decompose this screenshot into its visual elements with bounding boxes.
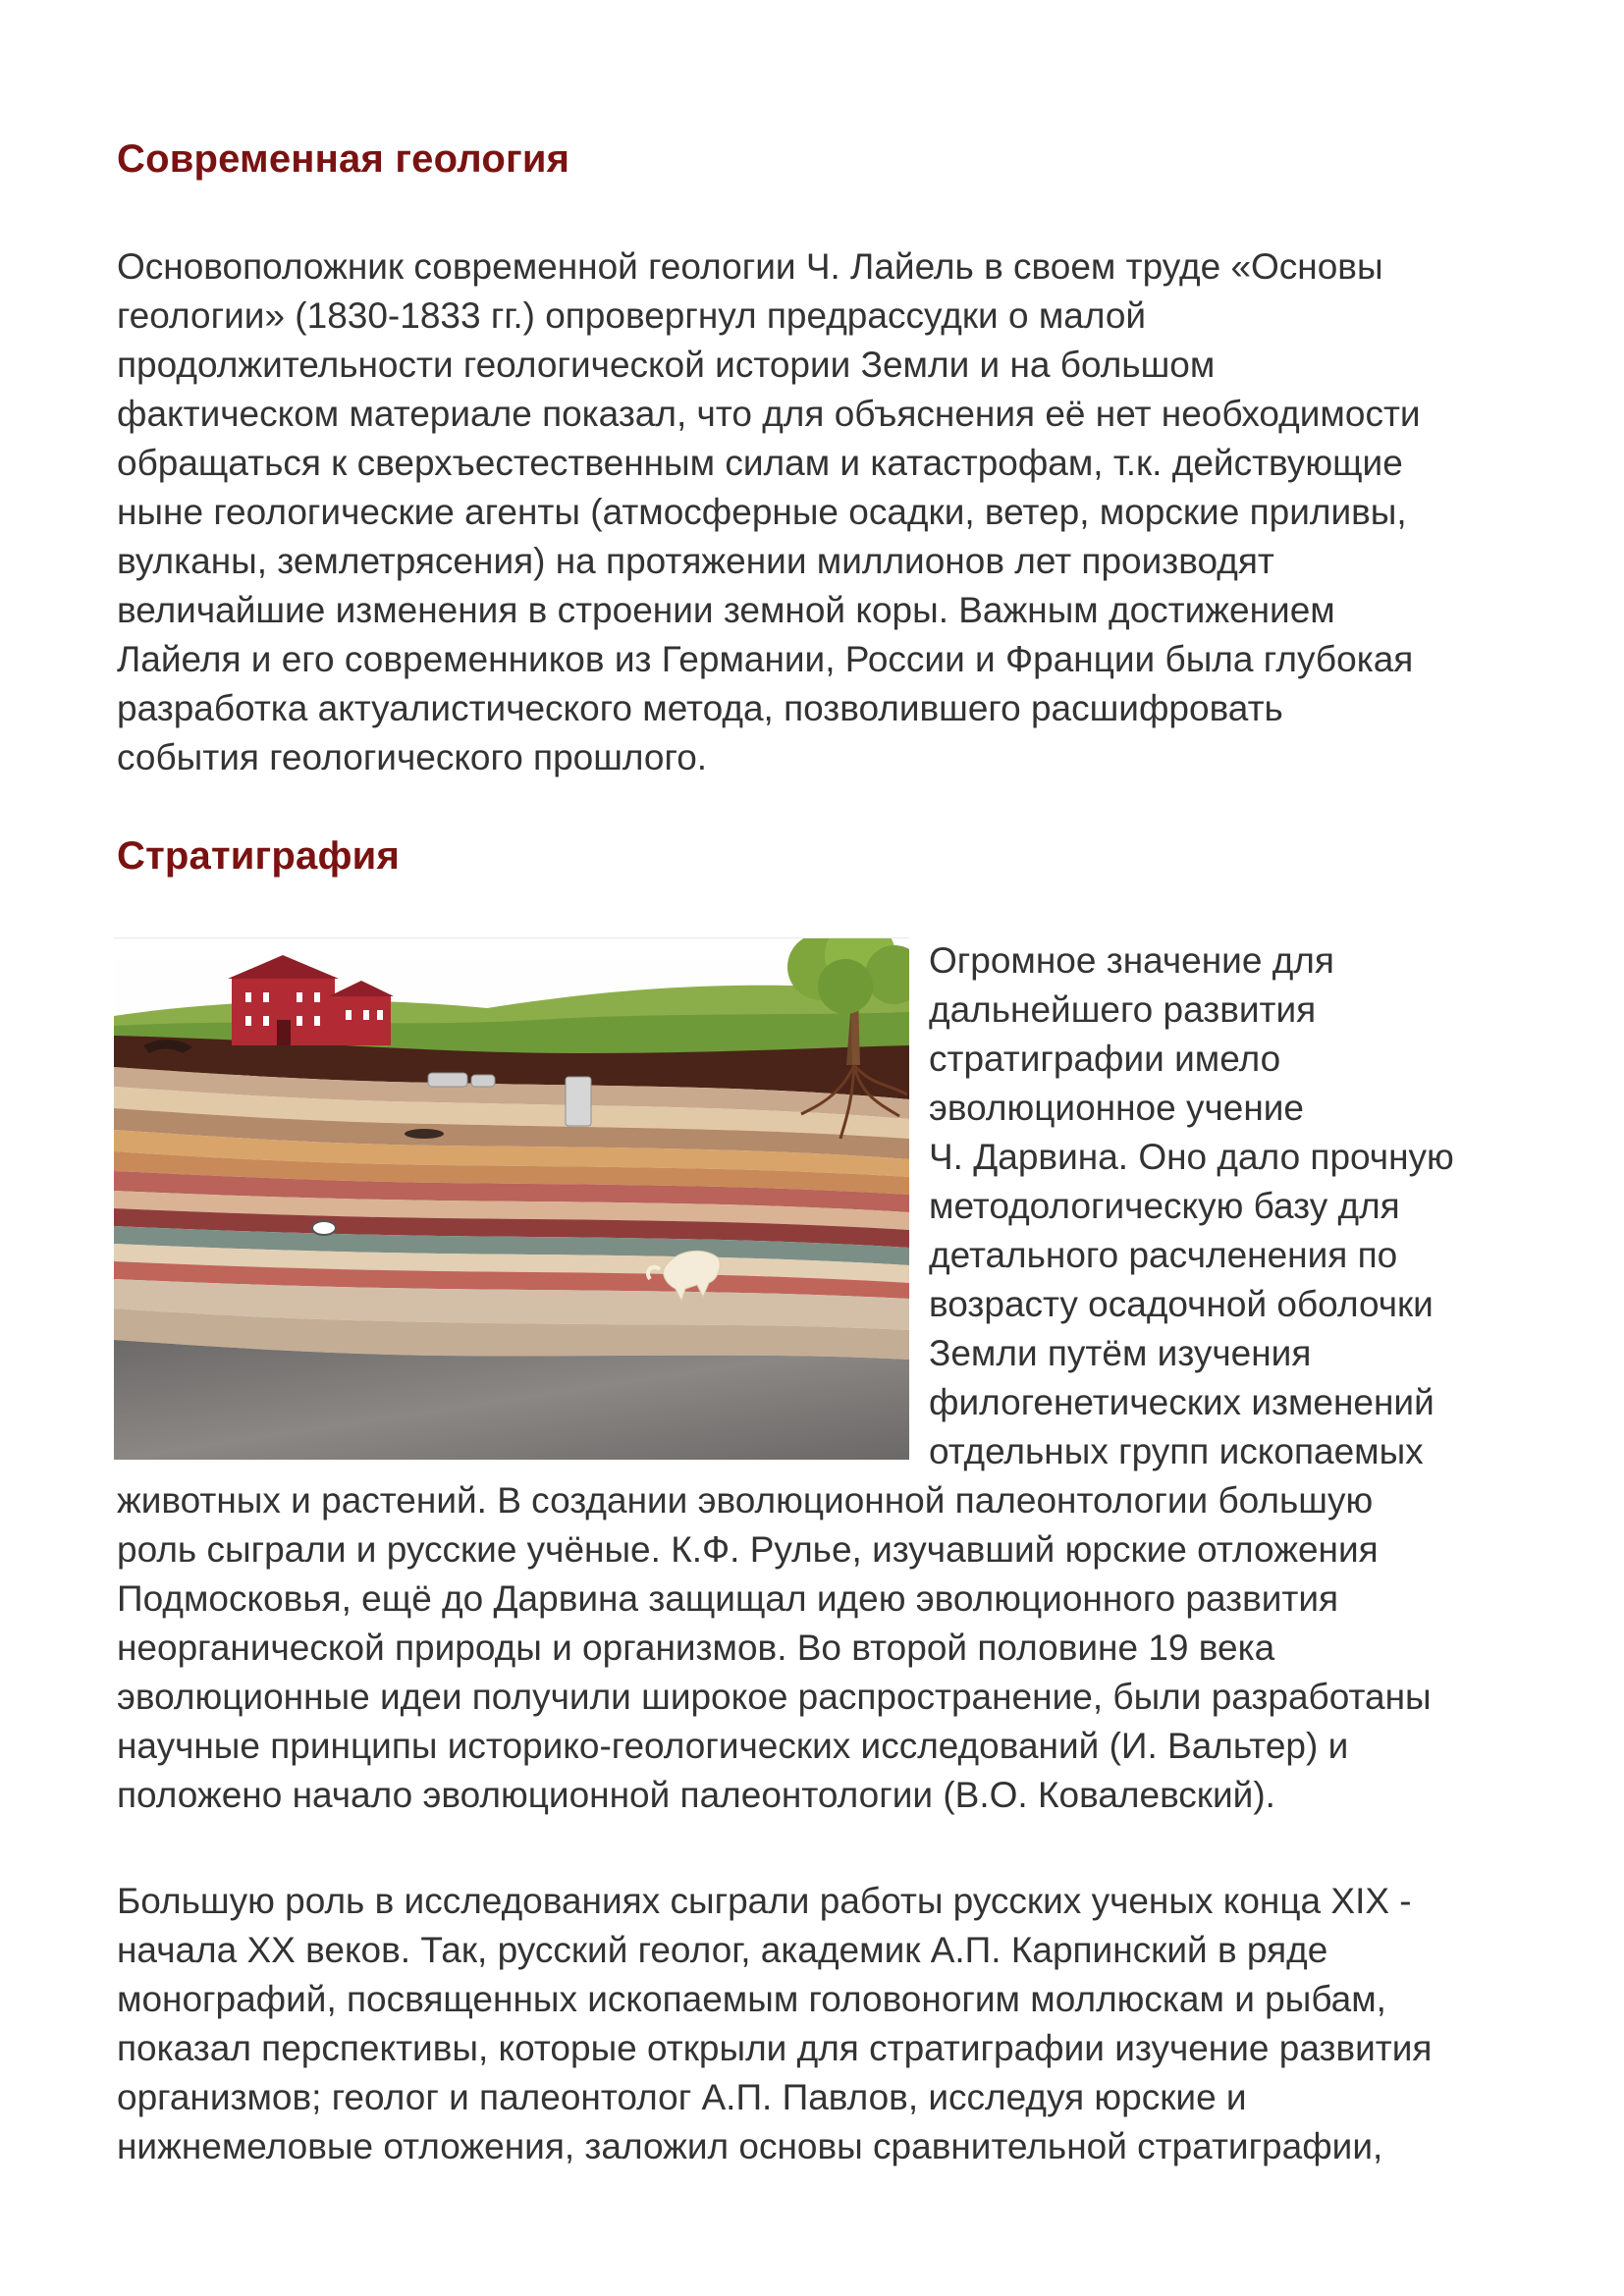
text-line: Большую роль в исследованиях сыграли работы русских ученых конца XIX - [117,1881,1412,1921]
text-line: научные принципы историко-геологических исследований (И. Вальтер) и [117,1726,1349,1766]
text-line: организмов; геолог и палеонтолог А.П. Павлов, исследуя юрские и [117,2077,1247,2117]
text-line: Подмосковья, ещё до Дарвина защищал идею эволюционного развития [117,1578,1339,1619]
text-line: Ч. Дарвина. Оно дало прочную [929,1137,1454,1177]
text-line: обращаться к сверхъестественным силам и катастрофам, т.к. действующие [117,443,1403,483]
text-line: методологическую базу для [929,1186,1400,1226]
text-line: филогенетических изменений [929,1382,1435,1422]
text-line: продолжительности геологической истории Земли и на большом [117,345,1216,385]
text-line: Земли путём изучения [929,1333,1312,1373]
text-line: отдельных групп ископаемых [929,1431,1424,1471]
text-line: геологии» (1830-1833 гг.) опровергнул предрассудки о малой [117,295,1147,336]
text-line: положено начало эволюционной палеонтологии (В.О. Ковалевский). [117,1775,1275,1815]
text-line: фактическом материале показал, что для объяснения её нет необходимости [117,394,1421,434]
text-line: Лайеля и его современников из Германии, России и Франции была глубокая [117,639,1414,679]
text-line: неорганической природы и организмов. Во второй половине 19 века [117,1628,1275,1668]
text-line: Огромное значение для [929,940,1334,981]
text-line: животных и растений. В создании эволюционной палеонтологии большую [117,1480,1374,1521]
text-line: показал перспективы, которые открыли для стратиграфии изучение развития [117,2028,1433,2068]
strata-illustration-svg [114,937,909,1460]
text-line: дальнейшего развития [929,989,1317,1030]
text-line: вулканы, землетрясения) на протяжении миллионов лет производят [117,541,1274,581]
text-line: детального расчленения по [929,1235,1398,1275]
text-line: роль сыграли и русские учёные. К.Ф. Рулье, изучавший юрские отложения [117,1529,1379,1570]
text-line: разработка актуалистического метода, позволившего расшифровать [117,688,1283,728]
text-line: монографий, посвященных ископаемым головоногим моллюскам и рыбам, [117,1979,1386,2019]
text-line: Основоположник современной геологии Ч. Лайель в своем труде «Основы [117,246,1383,287]
text-line: события геологического прошлого. [117,737,708,777]
heading-modern-geology: Современная геология [117,137,570,181]
text-line: возрасту осадочной оболочки [929,1284,1434,1324]
text-line: ныне геологические агенты (атмосферные осадки, ветер, морские приливы, [117,492,1407,532]
text-line: нижнемеловые отложения, заложил основы сравнительной стратиграфии, [117,2126,1383,2166]
text-line: эволюционное учение [929,1088,1304,1128]
strata-illustration [114,937,909,1460]
text-line: эволюционные идеи получили широкое распространение, были разработаны [117,1677,1432,1717]
text-line: начала XX веков. Так, русский геолог, академик А.П. Карпинский в ряде [117,1930,1328,1970]
heading-stratigraphy: Стратиграфия [117,834,401,878]
text-line: величайшие изменения в строении земной коры. Важным достижением [117,590,1335,630]
text-line: стратиграфии имело [929,1039,1281,1079]
